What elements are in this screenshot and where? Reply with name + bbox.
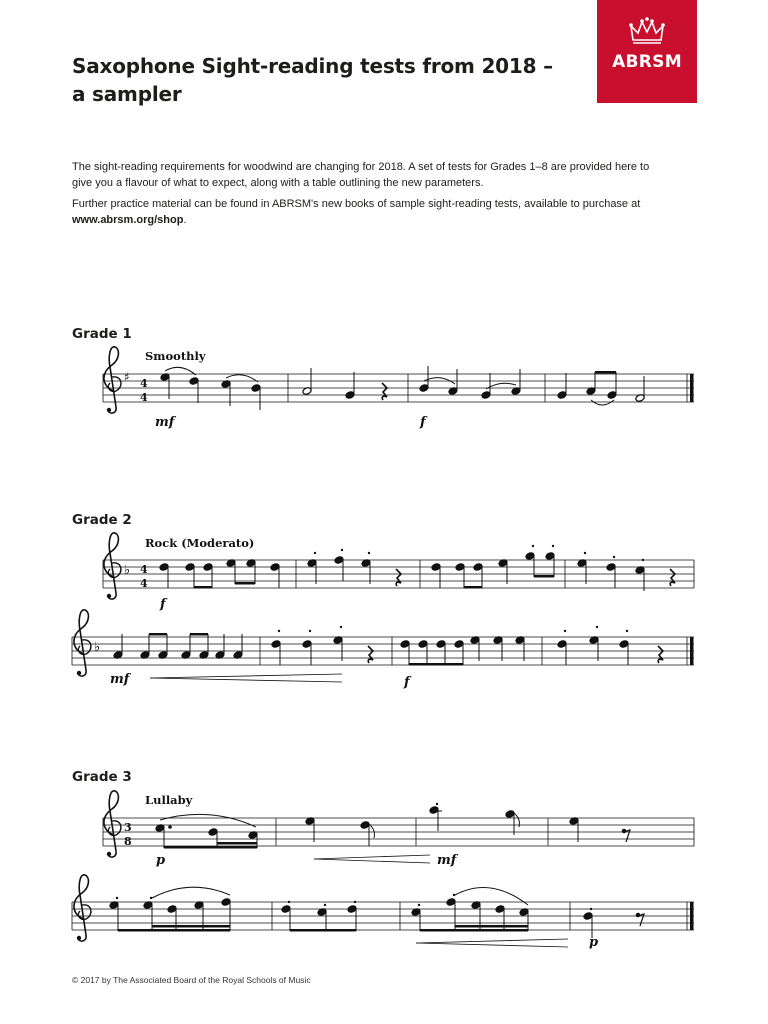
grade-2-time-top: 4 xyxy=(140,563,148,576)
grade-2-dynamic-mf: mf xyxy=(110,672,130,687)
page-title-line-1: Saxophone Sight-reading tests from 2018 – xyxy=(72,54,553,78)
shop-link[interactable]: www.abrsm.org/shop xyxy=(72,213,184,226)
grade-1-heading: Grade 1 xyxy=(72,326,132,342)
grade-2-staff-2 xyxy=(72,637,694,665)
intro-paragraph-2-text: Further practice material can be found in ABRSM's new books of sample sight-reading tests, available to purchase at xyxy=(72,198,641,210)
grade-2-tempo: Rock (Moderato) xyxy=(145,536,255,550)
grade-3-time-top: 3 xyxy=(124,821,132,834)
grade-3-tempo: Lullaby xyxy=(145,793,193,807)
grade-3-heading: Grade 3 xyxy=(72,769,132,785)
grade-2-dynamic-f-1: f xyxy=(160,597,166,612)
grade-3-dynamic-p-2: p xyxy=(589,935,599,950)
copyright-footer: © 2017 by The Associated Board of the Royal Schools of Music xyxy=(72,975,311,985)
grade-1-dynamic-f: f xyxy=(420,415,426,430)
logo-text: ABRSM xyxy=(612,52,682,72)
grade-3-dynamic-p-1: p xyxy=(156,853,166,868)
svg-text:♭: ♭ xyxy=(94,640,101,655)
grade-2-time-bottom: 4 xyxy=(140,577,148,590)
grade-2-dynamic-f-2: f xyxy=(404,675,410,690)
grade-1-staff xyxy=(103,374,694,402)
grade-1-time-top: 4 xyxy=(140,377,148,390)
grade-3-staff-1 xyxy=(103,818,694,846)
grade-1-time-bottom: 4 xyxy=(140,391,148,404)
grade-1-dynamic-mf: mf xyxy=(155,415,175,430)
intro-paragraph-2-end: . xyxy=(183,213,187,226)
page-title-line-2: a sampler xyxy=(72,82,182,106)
svg-text:♭: ♭ xyxy=(124,563,131,578)
grade-3-time-bottom: 8 xyxy=(124,835,132,848)
svg-text:♯: ♯ xyxy=(124,370,130,384)
grade-3-dynamic-mf: mf xyxy=(437,853,457,868)
intro-paragraph-1: The sight-reading requirements for woodwind are changing for 2018. A set of tests for Grades 1–8 are provided here to give you a flavour of what to expect, along with a table outlining the new parameters. xyxy=(72,161,650,189)
grade-1-tempo: Smoothly xyxy=(145,349,206,363)
grade-2-heading: Grade 2 xyxy=(72,512,132,528)
